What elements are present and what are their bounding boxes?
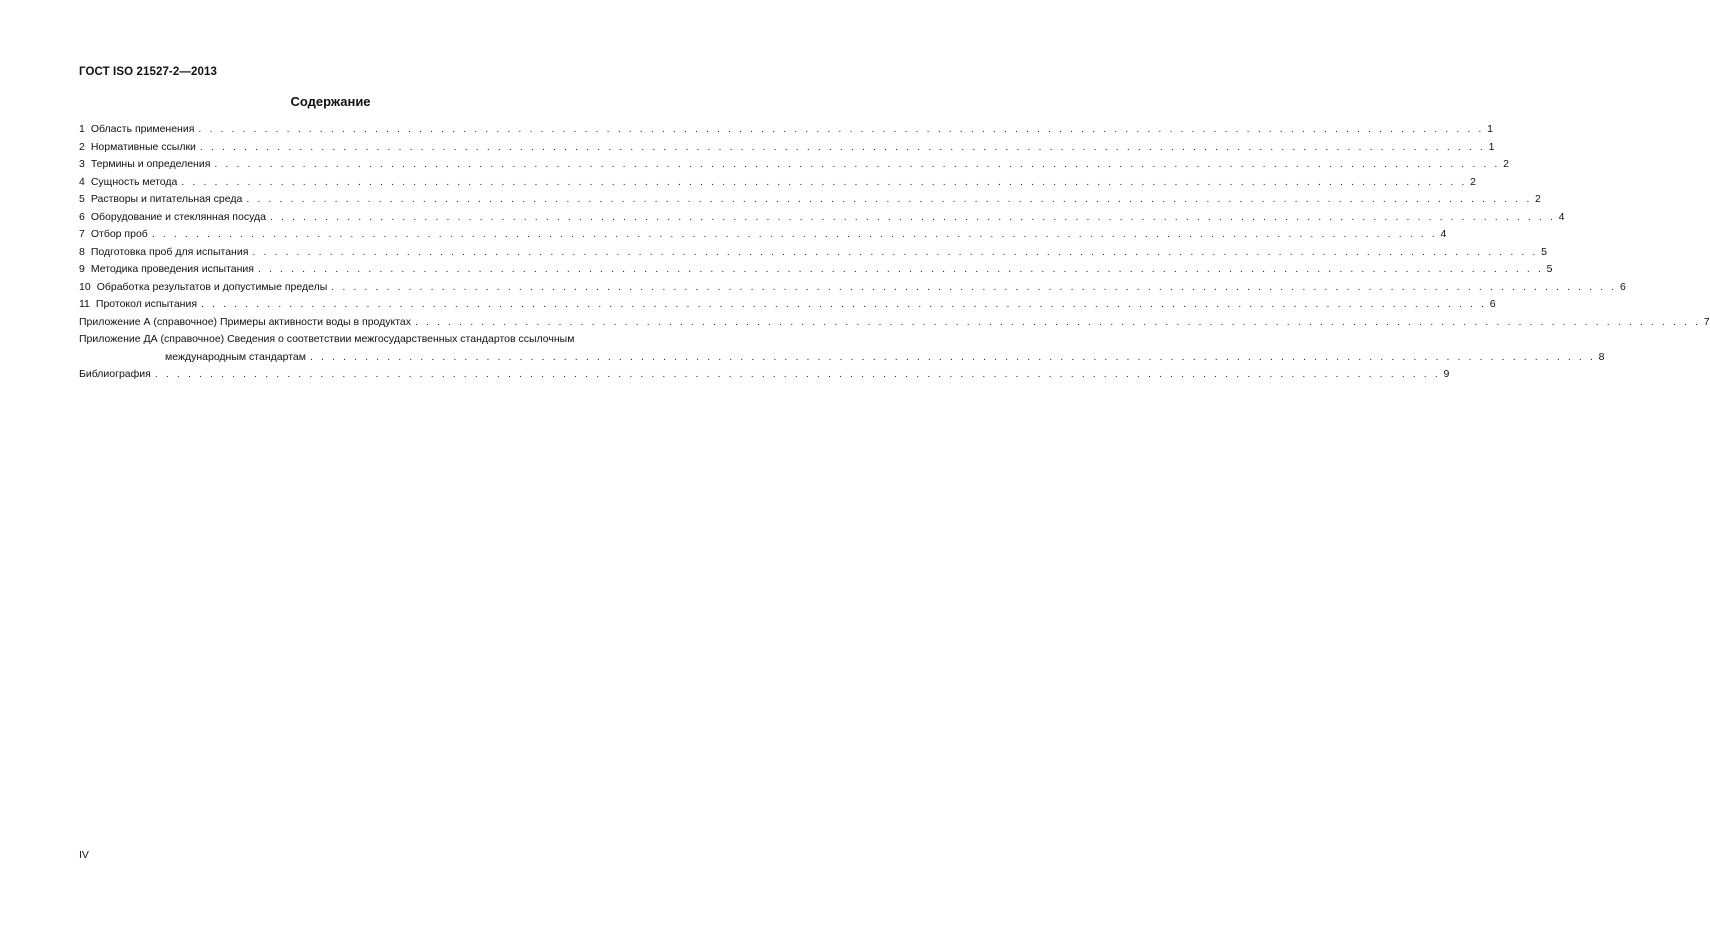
toc-entry-label: Протокол испытания [95,298,198,310]
toc-leader-dots: . . . . . . . . . . . . . . . . . . . . . . . . . . . . . . . . . . . . . . . . . . . . . . . . . . . . . . . . . . . . . . . . . . . . . . . . . . . . . . . . . . . . . . . . . . . . . . . . . . . . . . . . . . . . . . . . . . . . . [151,228,1438,240]
toc-entry-page: 2 [1535,193,1541,205]
toc-leader-dots: . . . . . . . . . . . . . . . . . . . . . . . . . . . . . . . . . . . . . . . . . . . . . . . . . . . . . . . . . . . . . . . . . . . . . . . . . . . . . . . . . . . . . . . . . . . . . . . . . . . . . . . . . . . . . . . . . . . . . [246,193,1532,205]
toc-entry-number: 10 [79,280,91,293]
toc-entry-number: 4 [79,175,85,188]
toc-entry-page: 2 [1503,158,1509,170]
toc-entry[interactable] [79,244,1547,262]
toc-entry-page: 5 [1546,263,1553,275]
table-of-contents [79,121,1710,384]
toc-entry-label: Подготовка проб для испытания [90,245,249,258]
toc-entry-number: 1 [79,123,85,135]
toc-entry-label: Отбор проб [90,228,148,240]
toc-entry-label: Приложение А (справочное) Примеры активности воды в продуктах [79,315,412,328]
toc-entry[interactable] [79,226,1447,244]
toc-entry-page: 7 [1703,315,1710,328]
toc-entry-page: 1 [1487,123,1493,135]
page-number: IV [79,849,89,861]
toc-entry-label: Обработка результатов и допустимые пределы [96,280,328,293]
toc-leader-dots: . . . . . . . . . . . . . . . . . . . . . . . . . . . . . . . . . . . . . . . . . . . . . . . . . . . . . . . . . . . . . . . . . . . . . . . . . . . . . . . . . . . . . . . . . . . . . . . . . . . . . . . . . . . . . . . . . . . . . [199,140,1486,153]
toc-entry-label: Оборудование и стеклянная посуда [90,210,266,223]
toc-entry[interactable] [79,209,1565,227]
toc-entry-number: 3 [79,158,85,170]
toc-leader-dots: . . . . . . . . . . . . . . . . . . . . . . . . . . . . . . . . . . . . . . . . . . . . . . . . . . . . . . . . . . . . . . . . . . . . . . . . . . . . . . . . . . . . . . . . . . . . . . . . . . . . . . . . . . . . . . . . . . . . . [309,350,1596,363]
toc-entry-number: 8 [79,245,85,258]
toc-leader-dots: . . . . . . . . . . . . . . . . . . . . . . . . . . . . . . . . . . . . . . . . . . . . . . . . . . . . . . . . . . . . . . . . . . . . . . . . . . . . . . . . . . . . . . . . . . . . . . . . . . . . . . . . . . . . . . . . . . . . . [252,245,1538,258]
toc-leader-dots: . . . . . . . . . . . . . . . . . . . . . . . . . . . . . . . . . . . . . . . . . . . . . . . . . . . . . . . . . . . . . . . . . . . . . . . . . . . . . . . . . . . . . . . . . . . . . . . . . . . . . . . . . . . . . . . . . . . . . [331,280,1617,293]
toc-entry-annex-a[interactable] [79,314,1710,332]
toc-entry-label-line2: международным стандартам [165,350,306,363]
toc-entry-label: Библиография [79,368,151,380]
toc-entry-annex-da[interactable] [79,331,1605,366]
toc-entry-label: Область применения [90,123,195,135]
toc-entry-page: 9 [1443,368,1450,380]
toc-entry-number: 7 [79,228,85,240]
document-id: ГОСТ ISO 21527-2—2013 [79,66,217,78]
toc-entry-number: 2 [79,140,85,153]
toc-entry[interactable] [79,156,1509,174]
toc-leader-dots: . . . . . . . . . . . . . . . . . . . . . . . . . . . . . . . . . . . . . . . . . . . . . . . . . . . . . . . . . . . . . . . . . . . . . . . . . . . . . . . . . . . . . . . . . . . . . . . . . . . . . . . . . . . . . . . . . . . . . [415,315,1701,328]
toc-entry[interactable] [79,139,1495,157]
toc-leader-dots: . . . . . . . . . . . . . . . . . . . . . . . . . . . . . . . . . . . . . . . . . . . . . . . . . . . . . . . . . . . . . . . . . . . . . . . . . . . . . . . . . . . . . . . . . . . . . . . . . . . . . . . . . . . . . . . . . . . . . [154,368,1441,380]
toc-entry-label-line1: Приложение ДА (справочное) Сведения о соответствии межгосударственных стандартов ссылочным [79,333,575,345]
toc-entry[interactable] [79,279,1626,297]
toc-leader-dots: . . . . . . . . . . . . . . . . . . . . . . . . . . . . . . . . . . . . . . . . . . . . . . . . . . . . . . . . . . . . . . . . . . . . . . . . . . . . . . . . . . . . . . . . . . . . . . . . . . . . . . . . . . . . . . . . . . . . . [214,158,1500,170]
toc-entry-label: Нормативные ссылки [90,140,196,153]
toc-entry-page: 1 [1488,140,1495,153]
toc-entry-page: 5 [1541,245,1547,258]
toc-entry-number: 6 [79,210,85,223]
toc-leader-dots: . . . . . . . . . . . . . . . . . . . . . . . . . . . . . . . . . . . . . . . . . . . . . . . . . . . . . . . . . . . . . . . . . . . . . . . . . . . . . . . . . . . . . . . . . . . . . . . . . . . . . . . . . . . . . . . . . . . . . [198,123,1484,135]
toc-entry-page: 4 [1558,210,1565,223]
toc-entry-page: 4 [1440,228,1447,240]
toc-leader-dots: . . . . . . . . . . . . . . . . . . . . . . . . . . . . . . . . . . . . . . . . . . . . . . . . . . . . . . . . . . . . . . . . . . . . . . . . . . . . . . . . . . . . . . . . . . . . . . . . . . . . . . . . . . . . . . . . . . . . . [257,263,1544,275]
toc-title: Содержание [290,94,371,109]
toc-entry-label: Термины и определения [90,158,211,170]
toc-entry-label: Методика проведения испытания [90,263,254,275]
toc-entry-number: 11 [79,298,90,310]
toc-entry[interactable] [79,174,1476,192]
toc-entry-number: 9 [79,263,85,275]
toc-entry-label: Сущность метода [90,175,178,188]
toc-entry-page: 6 [1489,298,1496,310]
toc-entry[interactable] [79,191,1541,209]
toc-entry[interactable] [79,261,1553,279]
toc-leader-dots: . . . . . . . . . . . . . . . . . . . . . . . . . . . . . . . . . . . . . . . . . . . . . . . . . . . . . . . . . . . . . . . . . . . . . . . . . . . . . . . . . . . . . . . . . . . . . . . . . . . . . . . . . . . . . . . . . . . . . [269,210,1556,223]
toc-entry[interactable] [79,296,1496,314]
toc-entry-label: Растворы и питательная среда [90,193,243,205]
toc-leader-dots: . . . . . . . . . . . . . . . . . . . . . . . . . . . . . . . . . . . . . . . . . . . . . . . . . . . . . . . . . . . . . . . . . . . . . . . . . . . . . . . . . . . . . . . . . . . . . . . . . . . . . . . . . . . . . . . . . . . . . [181,175,1467,188]
toc-entry-page: 6 [1619,280,1626,293]
toc-leader-dots: . . . . . . . . . . . . . . . . . . . . . . . . . . . . . . . . . . . . . . . . . . . . . . . . . . . . . . . . . . . . . . . . . . . . . . . . . . . . . . . . . . . . . . . . . . . . . . . . . . . . . . . . . . . . . . . . . . . . . [201,298,1487,310]
toc-entry[interactable] [79,121,1493,139]
toc-entry-page: 8 [1598,350,1605,363]
toc-entry-number: 5 [79,193,85,205]
toc-entry-page: 2 [1470,175,1476,188]
toc-entry-bibliography[interactable] [79,366,1450,384]
